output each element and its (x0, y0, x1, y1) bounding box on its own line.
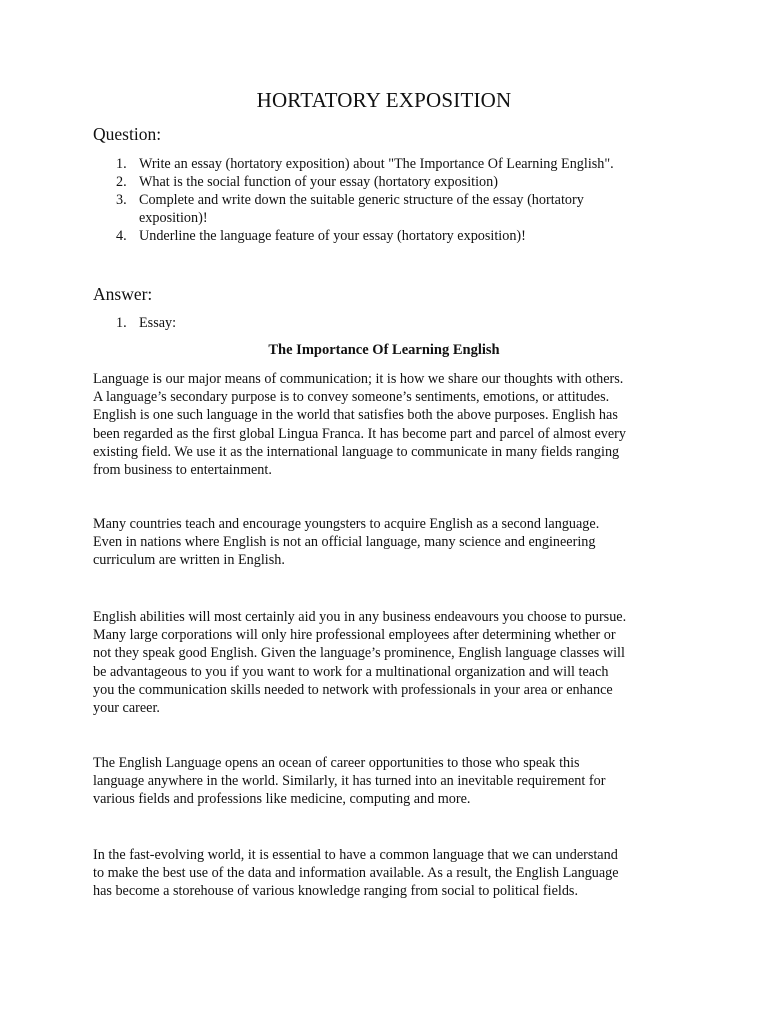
paragraph-line: your career. (93, 700, 160, 717)
question-text: What is the social function of your essay (hortatory exposition) (139, 174, 498, 190)
paragraph-line: from business to entertainment. (93, 462, 272, 479)
essay-paragraph (93, 370, 677, 479)
essay-paragraph (93, 608, 677, 717)
paragraph-line: you the communication skills needed to network with professionals in your area or enhance (93, 681, 613, 698)
answer-heading: Answer: (93, 284, 153, 304)
question-list (93, 155, 683, 245)
answer-item (93, 314, 683, 332)
paragraph-line: Even in nations where English is not an official language, many science and engineering (93, 534, 596, 551)
question-text: Complete and write down the suitable generic structure of the essay (hortatory (139, 192, 584, 208)
paragraph-line: The English Language opens an ocean of career opportunities to those who speak this (93, 755, 580, 771)
essay-title: The Importance Of Learning English (268, 342, 500, 358)
paragraph-line: Many countries teach and encourage youngsters to acquire English as a second language. (93, 516, 600, 532)
paragraph-line: curriculum are written in English. (93, 552, 285, 569)
paragraph-line: English is one such language in the world that satisfies both the above purposes. English has (93, 407, 618, 424)
question-item (93, 173, 683, 191)
paragraph-line: existing field. We use it as the international language to communicate in many fields ranging (93, 443, 620, 460)
answer-list (93, 314, 683, 332)
paragraph-line: language anywhere in the world. Similarly, it has turned into an inevitable requirement for (93, 773, 606, 790)
question-text: exposition)! (139, 210, 208, 226)
question-heading: Question: (93, 124, 162, 144)
paragraph-line: A language’s secondary purpose is to convey someone’s sentiments, emotions, or attitudes. (93, 389, 610, 406)
answer-text: Essay: (139, 315, 177, 331)
question-text: Underline the language feature of your essay (hortatory exposition)! (139, 228, 526, 244)
question-item (93, 155, 683, 173)
paragraph-line: be advantageous to you if you want to work for a multinational organization and will teach (93, 663, 609, 680)
question-number: 1. (116, 156, 127, 172)
question-number: 4. (116, 228, 127, 244)
paragraph-line: been regarded as the first global Lingua Franca. It has become part and parcel of almost every (93, 425, 626, 442)
essay-paragraph (93, 754, 677, 809)
paragraph-line: various fields and professions like medicine, computing and more. (93, 791, 471, 808)
paragraph-line: has become a storehouse of various knowledge ranging from social to political fields. (93, 883, 579, 900)
essay-paragraph (93, 846, 677, 901)
question-text: Write an essay (hortatory exposition) about "The Importance Of Learning English". (139, 156, 614, 172)
paragraph-line: Many large corporations will only hire professional employees after determining whether or (93, 627, 616, 644)
paragraph-line: In the fast-evolving world, it is essential to have a common language that we can understand (93, 847, 618, 863)
paragraph-line: English abilities will most certainly aid you in any business endeavours you choose to pursue. (93, 609, 627, 625)
question-item (93, 191, 683, 227)
question-item (93, 227, 683, 245)
paragraph-line: to make the best use of the data and information available. As a result, the English Language (93, 865, 619, 882)
essay-paragraph (93, 515, 677, 570)
paragraph-line: not they speak good English. Given the language’s prominence, English language classes will (93, 645, 625, 662)
paragraph-line: Language is our major means of communication; it is how we share our thoughts with others. (93, 371, 624, 387)
document-title: HORTATORY EXPOSITION (256, 88, 512, 112)
question-number: 3. (116, 192, 127, 208)
question-number: 2. (116, 174, 127, 190)
answer-number: 1. (116, 315, 127, 331)
